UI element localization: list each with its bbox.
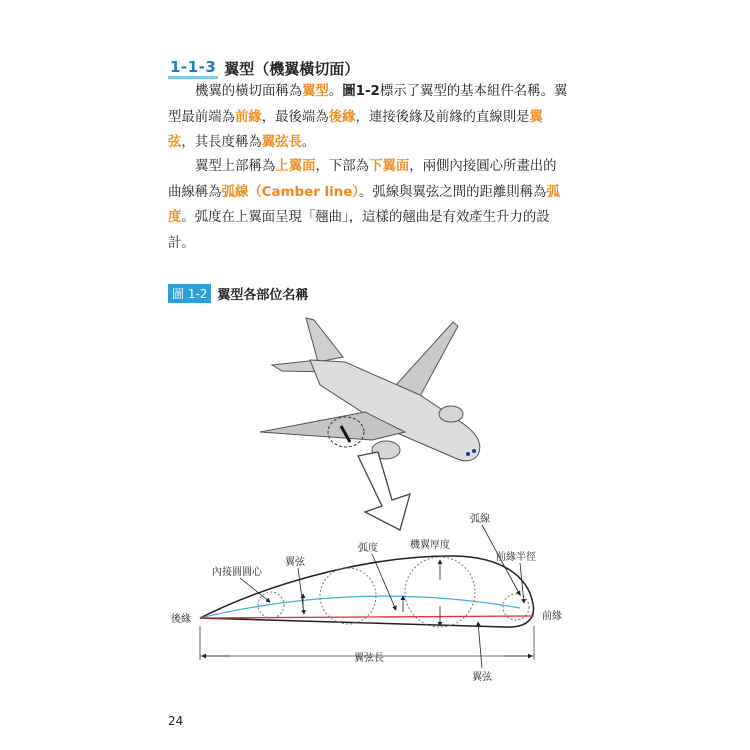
label-thickness: 機翼厚度 [410, 540, 450, 551]
text: ，兩側內接圓心所畫出的曲線稱為 [168, 159, 557, 200]
term-chord: 翼弦 [168, 109, 543, 150]
label-trailing-edge: 後緣 [171, 614, 191, 625]
airplane-illustration [260, 318, 480, 461]
term-lower-surface: 下翼面 [369, 159, 410, 174]
text: 。 [328, 84, 343, 99]
label-camber: 弧度 [358, 543, 378, 554]
camber-line [200, 596, 520, 618]
term-upper-surface: 上翼面 [275, 159, 316, 174]
term-leading-edge: 前緣 [234, 109, 262, 125]
text: 機翼的橫切面稱為 [195, 84, 303, 99]
leader-chord-top [298, 568, 304, 614]
figure-tag: 圖 1-2 [168, 284, 211, 303]
page-number: 24 [168, 714, 184, 728]
label-chord-bottom: 翼弦 [472, 672, 492, 683]
text: ，其長度稱為 [181, 135, 262, 150]
term-trailing-edge: 後緣 [328, 109, 356, 125]
term-camber-line: 弧線（Camber line） [221, 184, 359, 200]
text: 。 [301, 135, 316, 150]
section-number: 1-1-3 [168, 58, 218, 79]
text: 翼型上部稱為 [195, 159, 276, 174]
label-leading-edge: 前緣 [542, 611, 562, 622]
airplane-window [472, 449, 476, 453]
term-camber: 弧度 [168, 184, 560, 225]
zoom-arrow [358, 452, 410, 530]
figure-ref: 圖1-2 [342, 84, 380, 99]
label-chord-top: 翼弦 [285, 557, 305, 568]
airplane-engine-far [439, 406, 463, 422]
text: 標示了翼型的基本組件名稱。翼型最前端為 [168, 84, 568, 125]
chord-line [200, 616, 534, 618]
text: 。弧度在上翼面呈現「翹曲」，這樣的翹曲是有效產生升力的設計。 [168, 210, 550, 251]
text: 。弧線與翼弦之間的距離則稱為 [358, 184, 547, 200]
label-camber-line: 弧線 [470, 514, 490, 525]
label-chord-length: 翼弦長 [354, 653, 384, 664]
text: ，下部為 [315, 159, 370, 174]
term-chord-length: 翼弦長 [261, 135, 302, 150]
text: ，最後端為 [261, 109, 329, 125]
airplane-window [466, 452, 470, 456]
label-inscribed-center: 內接圓圓心 [212, 567, 262, 578]
text: ，連接後緣及前緣的直線則是 [355, 109, 530, 125]
figure-title: 翼型各部位名稱 [217, 288, 309, 303]
section-title: 翼型（機翼橫切面） [224, 60, 360, 78]
leader-chord-bottom [478, 622, 482, 668]
airfoil-diagram [171, 512, 562, 683]
airplane-tail-fin [306, 318, 343, 362]
term-airfoil: 翼型 [302, 84, 329, 99]
label-leading-radius: 前緣半徑 [496, 552, 536, 563]
